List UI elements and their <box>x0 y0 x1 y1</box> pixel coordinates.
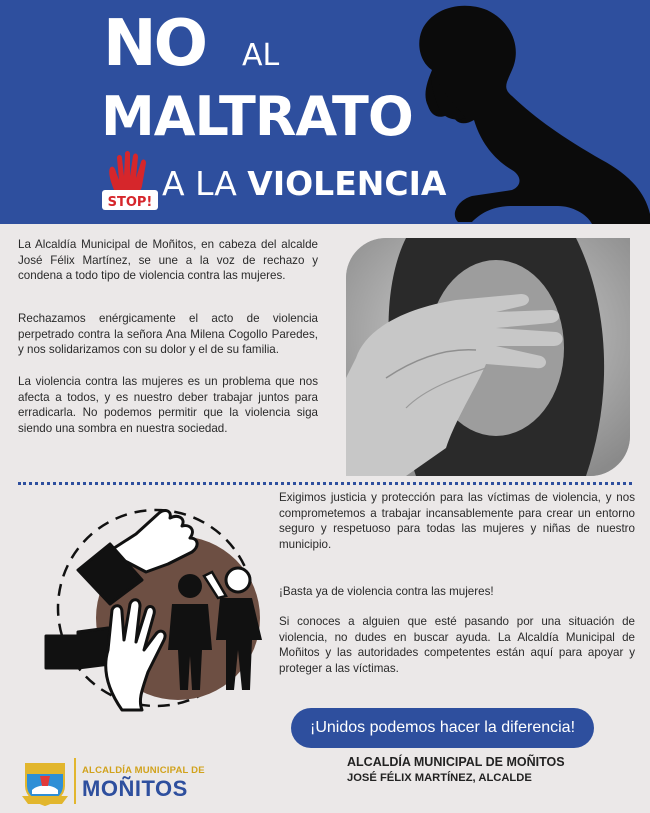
body-paragraph-2: ¡Basta ya de violencia contra las mujeres! <box>279 585 494 598</box>
hand-covering-face-photo <box>346 238 630 476</box>
body-paragraph-3: Si conoces a alguien que esté pasando por una situación de violencia, no dudes en buscar ayuda. La Alcaldía Municipal de Moñitos y las autoridades competentes están aquí para apoyar y proteger a las víctimas. <box>279 615 635 675</box>
dotted-divider <box>18 482 632 485</box>
header-banner <box>0 0 650 224</box>
signature-name: JOSÉ FÉLIX MARTÍNEZ, ALCALDE <box>347 772 532 784</box>
signature-organization: ALCALDÍA MUNICIPAL DE MOÑITOS <box>347 755 565 769</box>
stop-label: STOP! <box>107 195 153 210</box>
intro-paragraph-1: La Alcaldía Municipal de Moñitos, en cabeza del alcalde José Félix Martínez, se une a la voz de rechazo y condena a todo tipo de violencia contra las mujeres. <box>18 238 318 283</box>
stop-hand-icon <box>100 150 160 212</box>
title-no: NO <box>103 7 205 81</box>
title-al: AL <box>242 38 280 73</box>
title-violencia: VIOLENCIA <box>247 164 447 203</box>
intro-paragraph-3: La violencia contra las mujeres es un problema que nos afecta a todos, y es nuestro deber trabajar juntos para erradicarla. No podemos permitir que la violencia siga siendo una sombra en nuestra sociedad. <box>18 375 318 435</box>
kneeling-silhouette <box>362 0 650 224</box>
intro-paragraph-2: Rechazamos enérgicamente el acto de violencia perpetrado contra la señora Ana Milena Cogollo Paredes, y nos solidarizamos con su dolor y el de su familia. <box>18 312 318 357</box>
logo-text-main: MOÑITOS <box>82 776 188 801</box>
body-paragraph-1: Exigimos justicia y protección para las víctimas de violencia, y nos comprometemos a trabajar incansablemente para crear un entorno seguro y respetuoso para todas las mujeres y niñas de nuestro municipio. <box>279 491 635 551</box>
title-a-la: A LA <box>162 164 237 203</box>
title-maltrato: MALTRATO <box>101 85 413 148</box>
municipal-shield-logo <box>22 756 68 806</box>
violence-illustration <box>38 500 278 715</box>
unidos-banner: ¡Unidos podemos hacer la diferencia! <box>291 708 594 748</box>
logo-divider <box>74 758 76 804</box>
logo-text-top: ALCALDÍA MUNICIPAL DE <box>82 765 205 776</box>
